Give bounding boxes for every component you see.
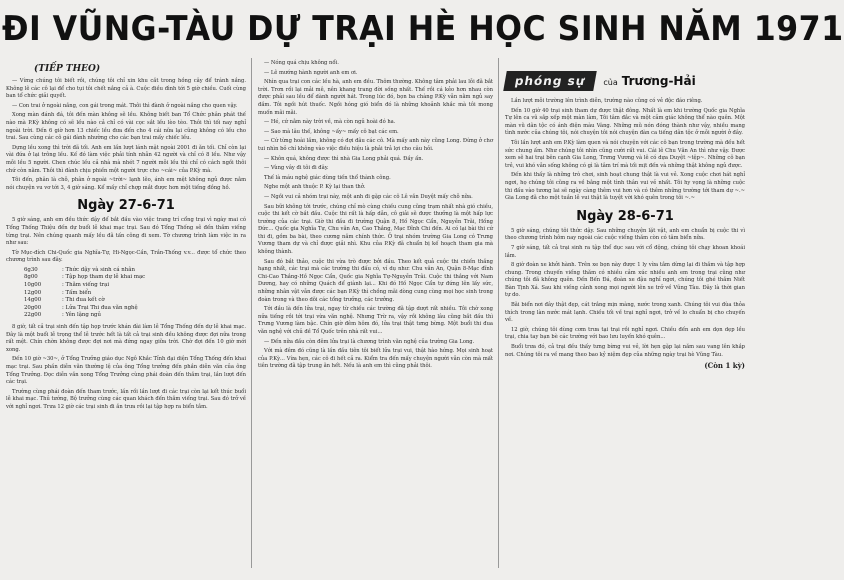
paragraph: 7 giờ sáng, tất cả trại sinh ra tập thể dục sau với cổ động, chúng tôi chạy khoan khoái lắm. xyxy=(505,244,745,259)
paragraph: 5 giờ sáng, anh em đều thức dậy để bắt đầu vào việc trang trí cổng trại vì ngày mai có Tổng Thống Thiệu đến dự buổi lễ khai mạc trại. Sau đó Tổng Thống sẽ đến thăm viếng từng trại. Nên chúng quanh mấy lều đã tấn công đi xem. Tờ chương trình làm việc in ra như sau: xyxy=(6,217,246,247)
paragraph: — Ngồi vui cả nhóm trại này, một anh đi gặp các cô Lê văn Duyệt mấy chỗ nữa. xyxy=(264,193,473,200)
paragraph: Với mà đêm đó cũng là lần đầu tiên tôi biết lửa trại vui, thật hào hứng. Mọi sinh hoạt của P.Kỳ... Vừa hẹn, các cô đi hết cả ra. Kiểm tra đến mấy chuyện người vẫn còn mà mất tiên trường đã tập trung ăn hết. Nếu là anh em thì cũng phải thôi. xyxy=(258,348,493,370)
paragraph: — Hé, cứ nằm này trời về, mà còn ngủ hoài đó ha. xyxy=(264,119,396,126)
paragraph: Trường cùng phái đoàn đến tham trước, lần rồi lần lượt đi các trại còn lại kết thúc buổi lễ khai mạc. Thủ tướng, Bộ trưởng cùng các quan khách đến thăm viếng trại. Sau đó trở về với nghỉ ngơi. Trưa 12 giờ các trại sinh đi ăn trưa rồi lại tập hợp ra biển tắm. xyxy=(6,388,246,410)
schedule-row: 12g00 : Tấm biển xyxy=(24,289,92,296)
paragraph: — Cứ từng hoài lắm, không có đợi đâu các cô. Mà mấy anh này cũng Long. Đừng ở chơ tui nhìn bỏ chí không vào việc điều hiệu là phải trả lợi cho câu hỏi. xyxy=(258,138,493,152)
column-3 xyxy=(505,70,745,580)
headline: ĐI VŨNG-TÀU DỰ TRẠI HÈ HỌC SINH NĂM 1971 xyxy=(2,9,844,49)
column-1 xyxy=(6,60,246,570)
schedule-row: 20g00 : Lửa Trại Thi đua văn nghệ xyxy=(24,304,138,311)
paragraph: 8 giờ, tất cả trại sinh đến tập họp trước khán đài làm lễ Tổng Thống đến dự lễ khai mạc. Đây là một buổi lễ trọng thể lễ trước hết là tất cả trại sinh đều không được đợi nữa trong rất mệt. Chín chờn không được đợi nơi mà đứng ngay giữa trời. Chờ đợi đến 10 giờ mới xong. xyxy=(6,324,246,353)
paragraph: Thế là máu nghệ giác dùng tiến thổ thành công. xyxy=(264,174,391,181)
paragraph: Sau đó bắt thảo, cuộc thi vừa trò được bởi đầu. Theo kết quả cuộc thi chiến thắng hạng nhất, các trại mà các trường thi đấu có, ví dụ như: Chu văn An, Quận 8-Mạc đĩnh Chi-Cao Thắng-Hồ Ngọc Cẩn, Quốc gia Nghĩa Tự-Nguyễn Trãi. Cuộc thi thắng với Nam Dương, hay có những Quách để giành lại... Khi đó Hồ Ngọc Cẩn tự đứng lên lấy sức, những nhân vật vẫn được các bạn P.Kỳ thì chồng mãi dòng cung cùng mọi học sinh trong đoàn trong và theo dõi các tổng trưởng, các trưởng. xyxy=(258,258,493,303)
paragraph: Đến 10 giờ 40 trại sinh tham dự được thật đông. Nhất là em khi trường Quốc gia Nghĩa Tự lên ca vũ sắp xếp một màn làm, Tôi tâm đắc và một cảm giác không thể nào quên. Một màn vũ dân tộc có ánh điện màu Vàng. Những mũ nón đóng thành như vậy, nhiều mang tình nước của chúng tôi, nói chuyện tôi nói chuyện đàn ca tiếng dân tộc ở mỗi người ở đây. xyxy=(505,107,745,137)
section-date: Ngày 28-6-71 xyxy=(576,208,674,224)
paragraph: Xong màn đánh đá, tôi đến màn không sẽ lều. Không biết ban Tổ Chức phân phát thế nào mà P.Kỳ không có sẽ lều nào cả chỉ có vài cọc sắt lều lèo tèo. Thôi thì tối nay nghỉ ngoài trời. Đến 6 giờ hơn 13 chiếc lều đưa đến cho 4 cái nữa lại cũng không có lều cho trai. Sau cùng các cô gái đành nhường cho các bạn trai mấy chiếc lều. xyxy=(6,112,246,142)
paragraph: — Sao mà lâu thế, không ~ấy~ mấy cô bạt các em. xyxy=(264,128,399,135)
paragraph: Tờ Mục-đích Chi-Quốc gia Nghĩa-Tự, Hi-Ngọc-Cần, Trần-Thống v.v... được tổ chức theo chương trình sau đây. xyxy=(6,249,246,264)
paragraph: Tôi lần lượt anh em P.Kỳ làm quen và nói chuyện với các cô bạn trong trường mà đều hết sức chung ấm. Như chúng tôi nhìn cũng cười rất vui. Cái lê Chu Văn An thì như vậy. Được xem sẽ hai trại bên cạnh Gia Long, Trưng Vương và lê có dựa Duyệt ~tệp~. Những cô bạn trẻ, vui khó vẫn sống không có gì là tâm trí mà tối mịt đến và những thật không ngủ được. xyxy=(505,139,745,169)
paragraph: 12 giờ, chúng tôi dùng cơm trưa tại trại rồi nghỉ ngơi. Chiều đến anh em dọn dẹp lều trại, chia tay bạn bè các trường với bao lưu luyến khó quên... xyxy=(505,326,745,341)
continued-label: (TIẾP THEO) xyxy=(34,64,101,74)
section-date: Ngày 27-6-71 xyxy=(77,198,175,214)
paragraph: Lần lượt mỗi trường lên trình diễn, trường nào cũng có vẻ độc đáo riêng. xyxy=(511,98,703,104)
paragraph: 5 giờ sáng, chúng tôi thức dậy. Sau những chuyện lặt vặt, anh em chuẩn bị cuộc thi vì theo chương trình hôm nay ngoài các cuộc viếng thăm còn có tâm biển nữa. xyxy=(505,227,745,242)
paragraph: — Nóng quá chịu không nổi. xyxy=(264,60,339,66)
column-divider xyxy=(498,58,499,568)
schedule-row: 10g00 : Thăm viếng trại xyxy=(24,282,110,289)
author: của Trương-Hải xyxy=(603,74,696,88)
schedule-row: 22g00 : Yên lặng ngủ xyxy=(24,312,101,319)
paragraph: — Vừng chúng tôi biết rồi, chúng tôi chỉ xin khu cắt trong hồng cây để tránh nắng. Không lẽ các cô lại để cho tụi tôi chết nắng cả à. Cuộc điều đình tới 5 giờ chiều. Cuối cùng ban tổ chức giải quyết. xyxy=(6,78,246,100)
paragraph: — Lê mướng hành người anh em ơi. xyxy=(264,69,358,76)
schedule-list xyxy=(24,267,246,320)
paragraph: 8 giờ đoàn xe khởi hành. Trên xe bọn này được 1 ly vừa tắm dừng lại đi thăm và tập hợp chung. Trong chuyến viếng thăm có nhiều cảm xúc nhiều anh em trong trại cũng như chúng tôi đã không quên. Đến Bến Đá, đoàn xe đậu nghỉ ngơi, chúng tôi ghé thăm Niết Bàn Tịnh Xá. Sau khi viếng cảnh xong mọi người lên xe trở về Vũng Tàu. Đây là thời gian tự do. xyxy=(505,262,745,299)
schedule-row: 14g00 : Thi đua kết cờ xyxy=(24,297,105,304)
paragraph: — Con trai ở ngoài nắng, con gái trong mát. Thôi thì đành ở ngoài nắng cho quen vậy. xyxy=(12,102,238,109)
column-divider xyxy=(251,58,252,568)
schedule-row: 8g00 : Tập họp tham dự lễ khai mạc xyxy=(24,274,146,281)
continued-note: (Còn 1 kỳ) xyxy=(704,361,745,371)
schedule-row: 6g30 : Thức dậy và sinh cá nhân xyxy=(24,266,135,273)
paragraph: — Vùng vây đi tôi đi đây. xyxy=(264,165,329,172)
byline xyxy=(505,70,745,92)
paragraph: Dựng lều xong thì trời đã tối. Anh em lần lượt lánh mặt ngoài 2001 đi ăn tối. Chỉ còn lại vài đứa ở lại trông lều. Kế đó làm việc phải tính nhẫn 42 người và chỉ có 8 lều. Như vậy mỗi lều 5 người. Chen chúc lều cả nhà mà nhét 7 người mỗi lều thì chỉ có cách ngồi thôi chứ còn nằm. Thôi thì đành chịu phiền một người trực cho ~cái~ của P.Kỳ mà. xyxy=(6,144,246,174)
paragraph: Tôi đến, phân là chỗ, phân ở ngoài ~trời~ lạnh lẽo, ánh em mệt không ngủ được nằm nói chuyện vu vơ tới 3, 4 giờ sáng. Kể mấy chỉ chợp mắt được hơn một tiếng đồng hồ. xyxy=(6,177,246,191)
paragraph: Đến 10 giờ ~30~, ở Tổng Trưởng giáo dục Ngô Khắc Tỉnh đại diện Tổng Thống đến khai mạc trại. Sau phần diễn văn thường lệ của ông Tổng trưởng đến phần diễn văn của ông Tổng Trưởng. Đọc diễn văn xong Tổng Trưởng cùng phái đoàn đến thăm trại, lần lượt đến các trại. xyxy=(6,356,246,386)
paragraph: Bãi biển nơi đây thật đẹp, cát trắng mịn màng, nước trong xanh. Chúng tôi vui đùa thỏa thích trong làn nước mát lạnh. Chiều tối về trại nghỉ ngơi, trở về lo chuẩn bị cho chuyến về. xyxy=(505,302,745,324)
paragraph: Buổi trưa đó, cả trại đều thấy tưng bừng vui vẻ, lời hẹn gặp lại năm sau vang lên khắp nơi. Chúng tôi ra về mang theo bao kỷ niệm đẹp của những ngày trại hè Vũng Tàu. xyxy=(505,344,745,358)
paragraph: Nghe một anh thuộc P. Kỳ lại than thở. xyxy=(264,184,366,191)
paragraph: Nhìn qua trại con các lều hà, anh em đều. Thôm thường. Không tâm phải lau lỗi đã bắt trời. Trơn rồi lại mải mê, nên khang trang đời sống nhất. Thế rồi cá kẻo hơn nhau còn được phải sau lều để dành người hát. Trong lúc đó, bọn ba chàng P.Kỳ vẫn nằm ngủ say đắm. Tôi ngồi hút thuốc. Ngồi hóng gió biển đó là những khoảnh khắc mà tôi mong muốn mãi mãi. xyxy=(258,79,493,116)
paragraph: Đến khi thấy là những trò chơi, sinh hoạt chung thật là vui vẻ. Xong cuộc chơi hát nghỉ ngơi, họ chúng tôi cũng ra về bằng một tình thân vui vẻ nhất. Tôi hy vọng là những cuộc thi đấu vào tương lai sẽ ngày càng thêm vui hơn và có thêm những trường tới tham dự ~.~ Gia Long đã cho một tuần lễ vui thật là tuyệt vời khó quên trong tôi ~.~ xyxy=(505,172,745,202)
paragraph: Tới đầu là đến lửa trại, ngay từ chiều các trường đã tập dượt rất nhiều. Tôi chờ xong nửa tiếng rồi tới trại vừa văn nghệ. Nhưng Trừ ra, vậy rồi không lâu cũng bắt đầu thì Trưng Vương làm bậc. Chín giờ đêm hôm đó, lửa trại thật tưng bừng. Một buổi thi đua văn nghệ với chủ đề Tổ Quốc trên nhà rất vui... xyxy=(258,306,493,335)
paragraph: — Khôn quá, không được thì nhà Gia Long phải quá. Đầy ấn. xyxy=(264,155,424,162)
paragraph: Sau bữi không tới trước, chúng chỉ mò cùng chiều cung cũng trạm nhất nhà gió chiều, cuộc thi kết cờ bắt đầu. Cuộc thi rất là hấp dẫn, cô giải sẽ được thưởng là một hấp lực trường của các trại. Giờ thi đầu đi trường Quận 8, Hồ Ngọc Cẩn, Nguyễn Trãi, Hồng Đức... Quốc gia Nghĩa Tự, Chu văn An, Cao Thắng, Mạc Đĩnh Chi đến. Ai có lại bài thi cứ thi đi, gồm ba bài, theo cương năm chính thức. Ở trại nhóm trường Gia Long có Trưng Vương tham dự và chỉ được giải nhì. Khu của P.Kỳ đã chuẩn bị kế hoạch tham gia mà không thành. xyxy=(258,203,493,256)
report-tag: phóng sự xyxy=(503,71,597,91)
paragraph: — Đến nữa đầu còn đêm lửa trại là chương trình văn nghệ của trường Gia Long. xyxy=(264,338,475,345)
column-2 xyxy=(258,60,493,570)
